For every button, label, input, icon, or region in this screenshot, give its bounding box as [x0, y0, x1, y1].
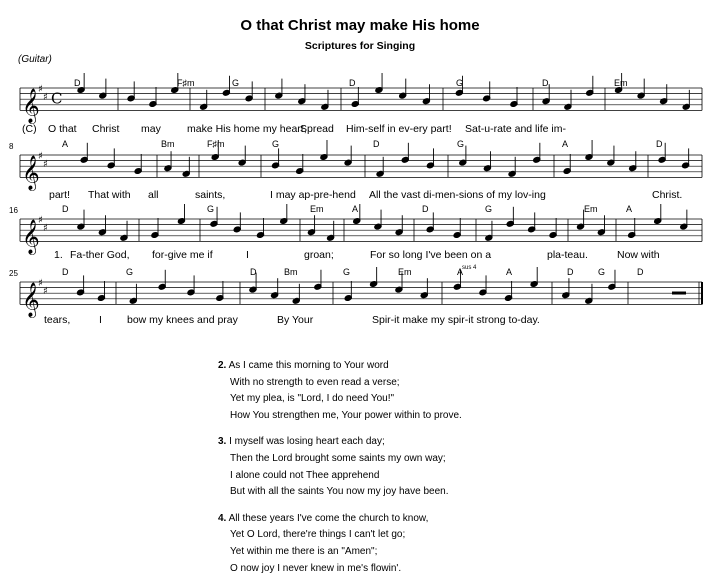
measure-number: 25: [9, 269, 18, 278]
chord-symbol: Em: [310, 204, 324, 214]
verse-number: 2.: [218, 360, 227, 371]
chord-symbol: A: [626, 204, 633, 214]
chord-symbol: D: [74, 78, 81, 88]
chord-symbol: D: [637, 267, 644, 277]
chord-symbol: G: [207, 204, 215, 214]
verse-line: Yet within me there is an "Amen";: [230, 545, 378, 557]
sharp-icon: ♯: [38, 215, 43, 226]
chord-symbol: F♯m: [177, 78, 195, 88]
chord-symbol: D: [422, 204, 429, 214]
treble-clef-icon: 𝄞: [22, 88, 40, 124]
lyric-text: Spir-it make my spir-it strong to-day.: [372, 314, 540, 326]
sharp-icon: ♯: [43, 286, 48, 297]
chord-symbol: G: [272, 139, 280, 149]
chord-symbol: G: [126, 267, 134, 277]
verse-line: How You strengthen me, Your power within to prove.: [230, 409, 462, 421]
chord-symbol: G: [232, 78, 240, 88]
chord-symbol: Em: [614, 78, 628, 88]
chord-symbol: A: [62, 139, 69, 149]
measure-number: 16: [9, 206, 18, 215]
lyric-text: saints,: [195, 189, 226, 201]
lyric-text: pla-teau.: [547, 249, 588, 261]
verses-block: [218, 358, 462, 587]
verse-line: Yet O Lord, there're things I can't let go;: [230, 529, 406, 541]
sharp-icon: ♯: [43, 92, 48, 103]
verse-line: With no strength to even read a verse;: [230, 376, 400, 388]
lyric-text: That with: [88, 189, 131, 201]
lyric-text: Fa-ther God,: [70, 249, 130, 261]
chord-symbol: G: [343, 267, 351, 277]
lyric-text: for-give me if: [152, 249, 213, 261]
chord-symbol: G: [485, 204, 493, 214]
chord-symbol: A: [506, 267, 513, 277]
verse-4: [218, 511, 462, 577]
lyric-text: By Your: [277, 314, 314, 326]
treble-clef-icon: 𝄞: [22, 155, 40, 191]
sharp-icon: ♯: [38, 151, 43, 162]
chord-symbol: Bm: [161, 139, 175, 149]
lyric-text: Sat-u-rate and life im-: [465, 123, 566, 135]
lyric-text: Now with: [617, 249, 660, 261]
chord-symbol: D: [62, 204, 69, 214]
verse-line: Yet my plea, is "Lord, I do need You!": [230, 393, 395, 405]
lyric-text: groan;: [304, 249, 334, 261]
chord-symbol: A: [352, 204, 359, 214]
lyric-text: I: [99, 314, 102, 326]
verse-line: But with all the saints You now my joy have been.: [230, 486, 449, 498]
sharp-icon: ♯: [38, 278, 43, 289]
lyric-text: all: [148, 189, 159, 201]
chord-symbol: Em: [398, 267, 412, 277]
chord-symbol: F♯m: [207, 139, 225, 149]
chord-symbol: A: [562, 139, 569, 149]
chord-symbol: D: [373, 139, 380, 149]
sharp-icon: ♯: [38, 84, 43, 95]
sharp-icon: ♯: [43, 159, 48, 170]
verse-3: [218, 434, 462, 500]
lyric-text: Him-self in ev-ery part!: [346, 123, 452, 135]
chord-symbol: Em: [584, 204, 598, 214]
lyric-text: part!: [49, 189, 71, 201]
song-title: O that Christ may make His home: [240, 17, 480, 34]
verse-number: 4.: [218, 512, 227, 524]
song-subtitle: Scriptures for Singing: [304, 40, 416, 52]
lyric-text: (C): [22, 123, 37, 135]
lyric-text: Christ: [92, 123, 120, 135]
verse-number: 3.: [218, 436, 227, 448]
chord-symbol: G: [456, 78, 464, 88]
chord-symbol: D: [349, 78, 356, 88]
chord-symbol: A: [457, 267, 464, 277]
chord-modifier: sus 4: [462, 265, 477, 271]
verse-line: I myself was losing heart each day;: [229, 436, 385, 448]
lyric-text: 1.: [54, 249, 63, 261]
common-time-icon: C: [51, 89, 63, 108]
measure-number: 8: [9, 142, 14, 151]
lyric-text: tears,: [44, 314, 71, 326]
chord-symbol: D: [567, 267, 574, 277]
chord-symbol: D: [656, 139, 663, 149]
verse-line: O now joy I never knew in me's flowin'.: [230, 562, 402, 574]
verse-2: [218, 358, 462, 424]
sharp-icon: ♯: [43, 223, 48, 234]
lyric-text: All the vast di-men-sions of my lov-ing: [369, 189, 546, 201]
lyric-text: Christ.: [652, 189, 683, 201]
treble-clef-icon: 𝄞: [22, 219, 40, 255]
verse-line: I alone could not Thee apprehend: [230, 469, 380, 481]
chord-symbol: G: [457, 139, 465, 149]
verse-line: Then the Lord brought some saints my own way;: [230, 452, 446, 464]
whole-rest-icon: [672, 292, 686, 295]
lyric-text: I may ap-pre-hend: [270, 189, 356, 201]
lyric-text: make His home my heart,: [187, 123, 307, 135]
chord-symbol: D: [250, 267, 257, 277]
lyric-text: bow my knees and pray: [127, 314, 238, 326]
lyric-text: For so long I've been on a: [370, 249, 492, 261]
lyric-text: I: [246, 249, 249, 261]
instrument-label: (Guitar): [18, 54, 52, 65]
chord-symbol: G: [598, 267, 606, 277]
verse-line: As I came this morning to Your word: [228, 360, 389, 371]
lyric-text: Spread: [300, 123, 334, 135]
chord-symbol: D: [62, 267, 69, 277]
lyric-text: may: [141, 123, 161, 135]
lyric-text: O that: [48, 123, 77, 135]
chord-symbol: D: [542, 78, 549, 88]
verse-line: All these years I've come the church to know,: [228, 512, 429, 524]
treble-clef-icon: 𝄞: [22, 282, 40, 318]
chord-symbol: Bm: [284, 267, 298, 277]
